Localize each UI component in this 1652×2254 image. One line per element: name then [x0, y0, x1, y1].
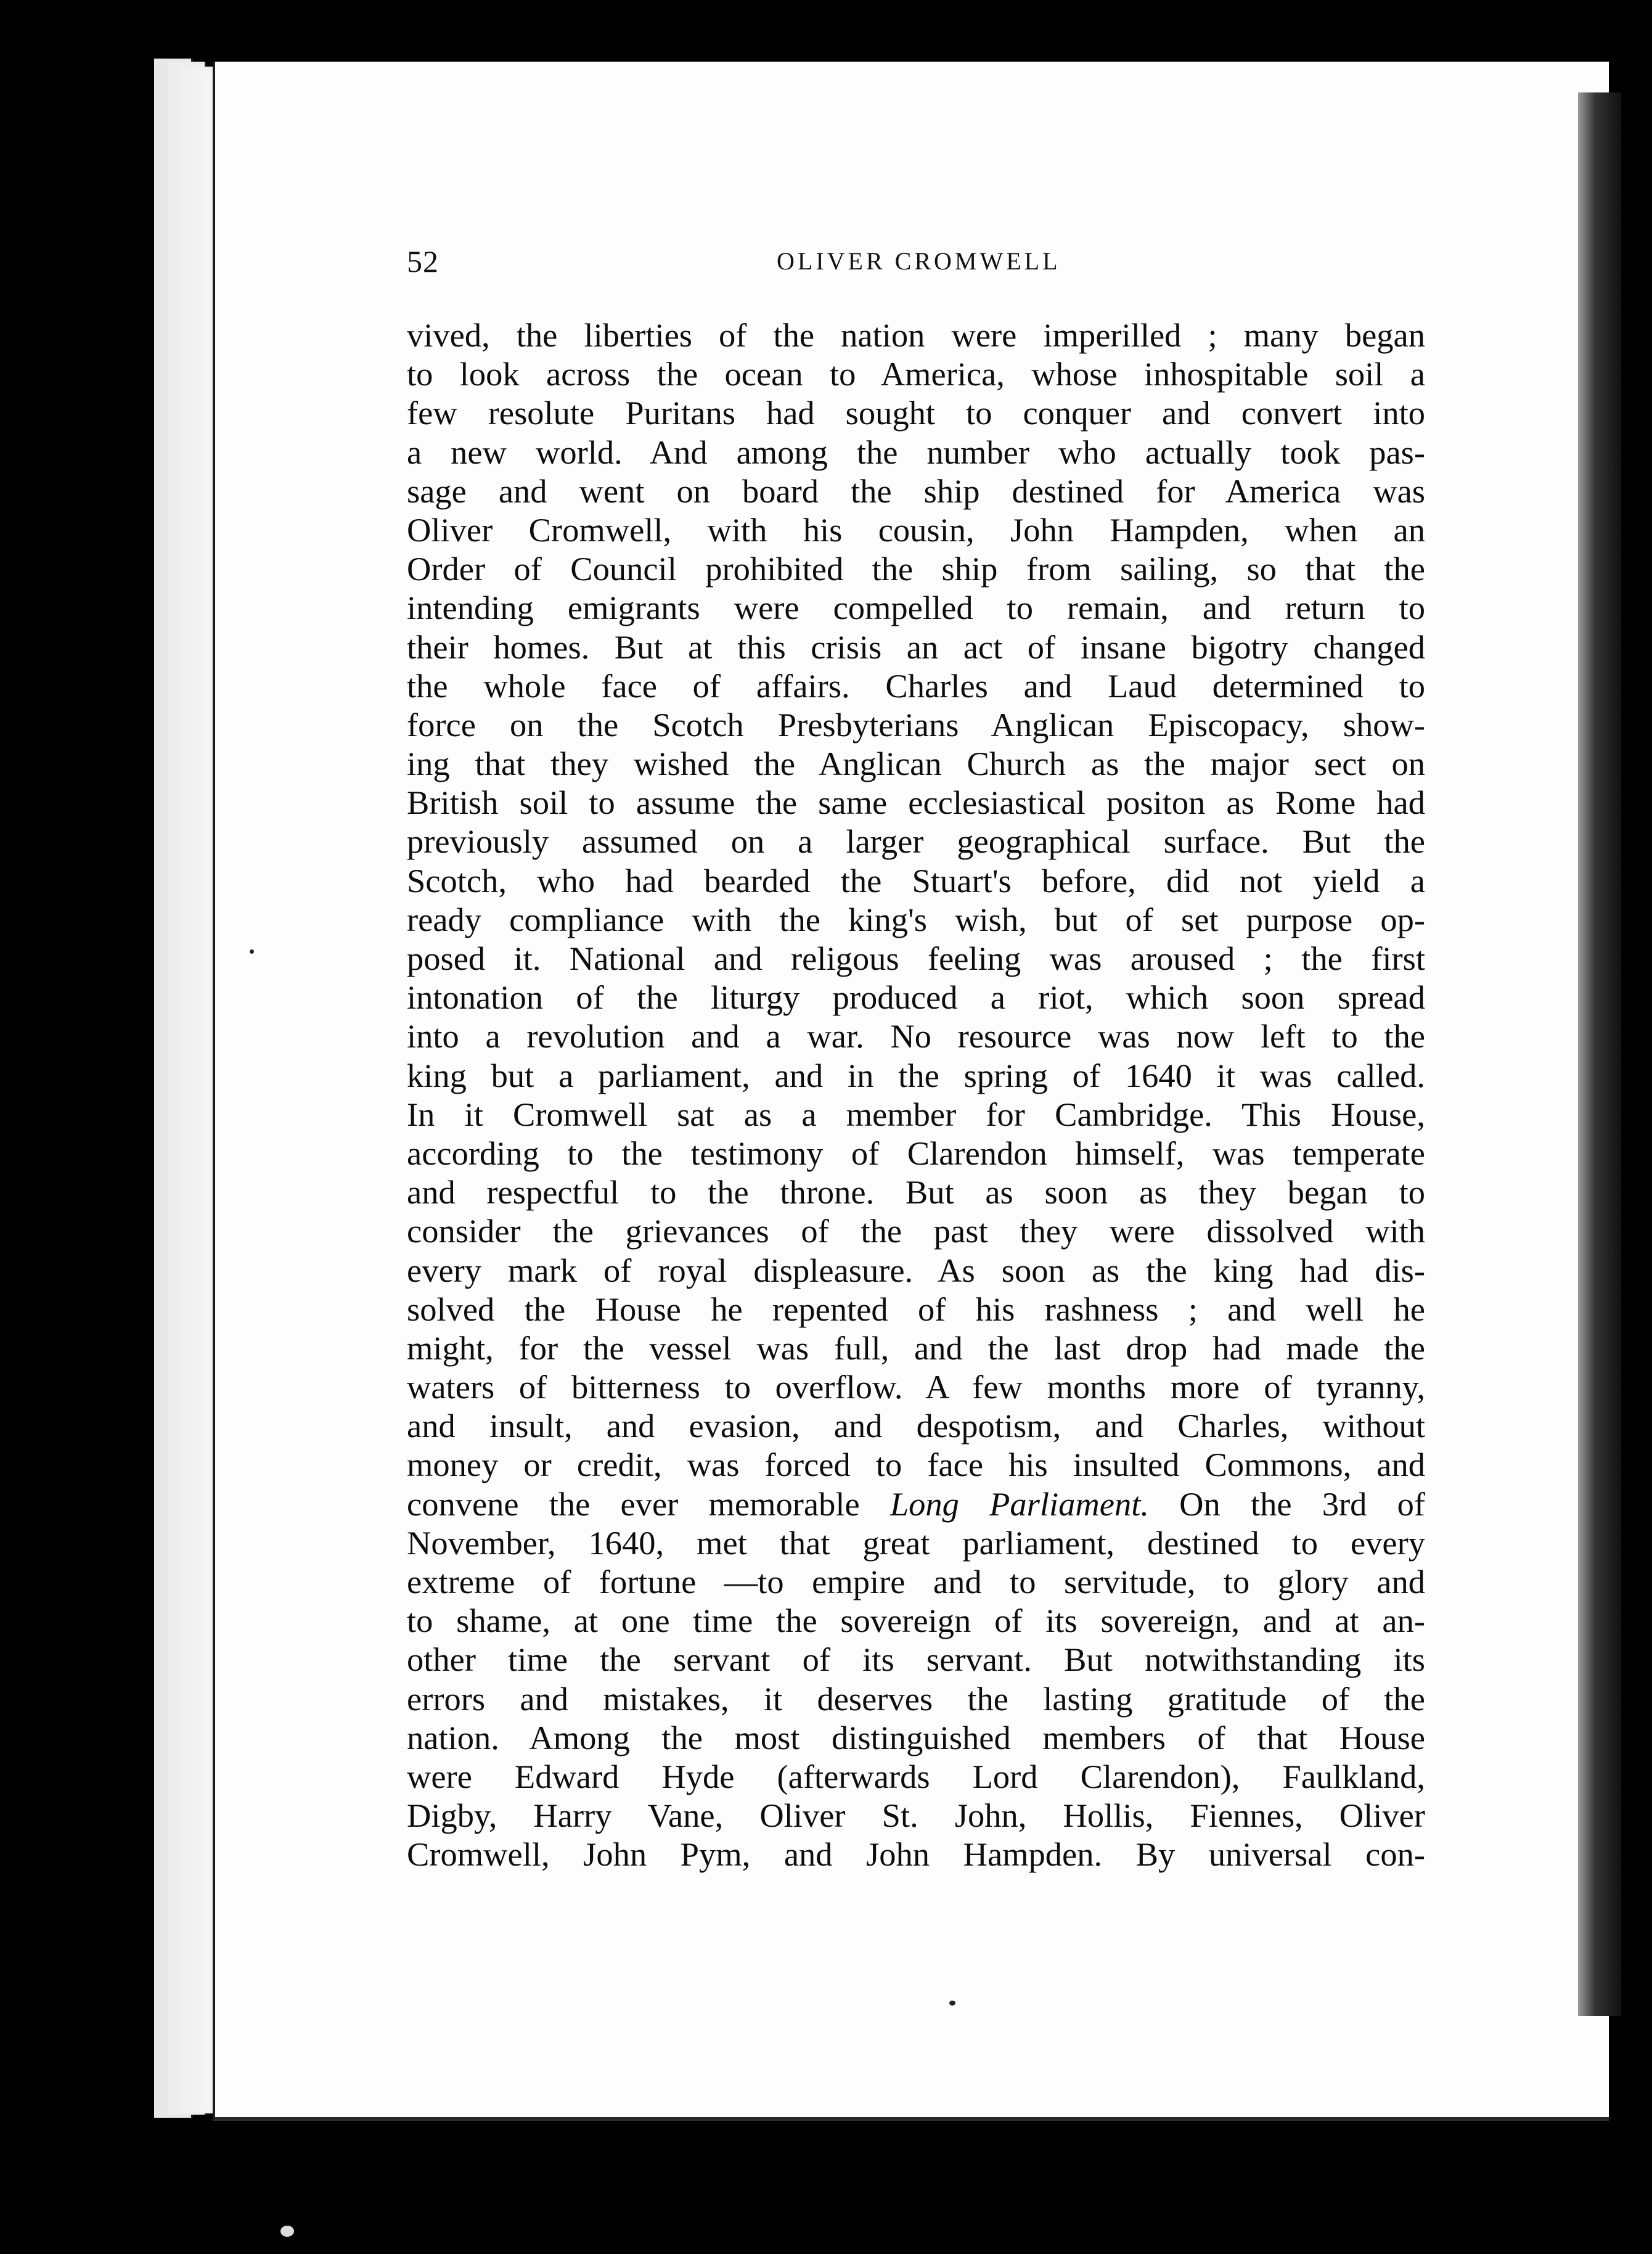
text-run: On the 3rd of	[1148, 1485, 1425, 1523]
text-line: extreme of fortune —to empire and to servitude, to glory and	[407, 1563, 1425, 1600]
text-line: to shame, at one time the sovereign of its sovereign, and at an-	[407, 1602, 1425, 1640]
text-line: and insult, and evasion, and despotism, and Charles, without	[407, 1407, 1425, 1445]
running-title: OLIVER CROMWELL	[777, 247, 1061, 275]
text-line: waters of bitterness to overflow. A few months more of tyranny,	[407, 1368, 1425, 1406]
text-line: every mark of royal displeasure. As soon as the king had dis-	[407, 1251, 1425, 1289]
text-line: force on the Scotch Presbyterians Anglican Episcopacy, show-	[407, 705, 1425, 744]
text-line: Oliver Cromwell, with his cousin, John Hampden, when an	[407, 510, 1425, 549]
text-line: consider the grievances of the past they were dissolved with	[407, 1212, 1425, 1250]
text-line: previously assumed on a larger geographical surface. But the	[407, 822, 1425, 861]
text-line: the whole face of affairs. Charles and Laud determined to	[407, 666, 1425, 705]
scan-speck	[250, 949, 254, 954]
text-line: intending emigrants were compelled to remain, and return to	[407, 589, 1425, 627]
text-line: to look across the ocean to America, whose inhospitable soil a	[407, 355, 1425, 393]
text-line: intonation of the liturgy produced a riot, which soon spread	[407, 978, 1425, 1017]
page-gutter-shadow	[1578, 92, 1621, 2016]
text-line: solved the House he repented of his rashness ; and well he	[407, 1290, 1425, 1328]
scan-speck	[949, 2001, 955, 2006]
italic-title: Long Parliament.	[889, 1485, 1149, 1523]
text-line: Scotch, who had bearded the Stuart's before, did not yield a	[407, 861, 1425, 900]
text-line: vived, the liberties of the nation were imperilled ; many began	[407, 316, 1425, 354]
text-line: were Edward Hyde (afterwards Lord Clarendon), Faulkland,	[407, 1757, 1425, 1795]
text-line: British soil to assume the same ecclesiastical positon as Rome had	[407, 784, 1425, 822]
text-run: convene the ever memorable	[407, 1485, 890, 1523]
text-line: money or credit, was forced to face his insulted Commons, and	[407, 1446, 1425, 1484]
page-number: 52	[407, 244, 439, 279]
text-line: Cromwell, John Pym, and John Hampden. By universal con-	[407, 1835, 1425, 1874]
text-line: Order of Council prohibited the ship from sailing, so that the	[407, 550, 1425, 588]
text-line: their homes. But at this crisis an act of insane bigotry changed	[407, 628, 1425, 666]
text-line: and respectful to the throne. But as soon as they began to	[407, 1173, 1425, 1211]
text-line: ready compliance with the king's wish, but of set purpose op-	[407, 900, 1425, 938]
text-line: Digby, Harry Vane, Oliver St. John, Hollis, Fiennes, Oliver	[407, 1797, 1425, 1835]
text-line: other time the servant of its servant. But notwithstanding its	[407, 1641, 1425, 1679]
text-line: a new world. And among the number who actually took pas-	[407, 433, 1425, 471]
text-line-with-italic	[407, 1485, 1425, 1523]
text-line: errors and mistakes, it deserves the lasting gratitude of the	[407, 1679, 1425, 1718]
scan-speck	[280, 2226, 294, 2237]
text-line: In it Cromwell sat as a member for Cambridge. This House,	[407, 1095, 1425, 1133]
text-line: November, 1640, met that great parliament, destined to every	[407, 1523, 1425, 1562]
text-line: posed it. National and religous feeling was aroused ; the first	[407, 940, 1425, 977]
body-text	[407, 316, 1425, 1874]
text-line: ing that they wished the Anglican Church as the major sect on	[407, 745, 1425, 783]
text-line: sage and went on board the ship destined for America was	[407, 472, 1425, 510]
text-line: according to the testimony of Clarendon himself, was temperate	[407, 1134, 1425, 1172]
text-line: king but a parliament, and in the spring of 1640 it was called.	[407, 1056, 1425, 1094]
running-head	[407, 244, 1430, 287]
text-line: into a revolution and a war. No resource was now left to the	[407, 1017, 1425, 1055]
text-line: few resolute Puritans had sought to conquer and convert into	[407, 394, 1425, 432]
text-line: might, for the vessel was full, and the last drop had made the	[407, 1329, 1425, 1367]
text-line: nation. Among the most distinguished members of that House	[407, 1718, 1425, 1756]
